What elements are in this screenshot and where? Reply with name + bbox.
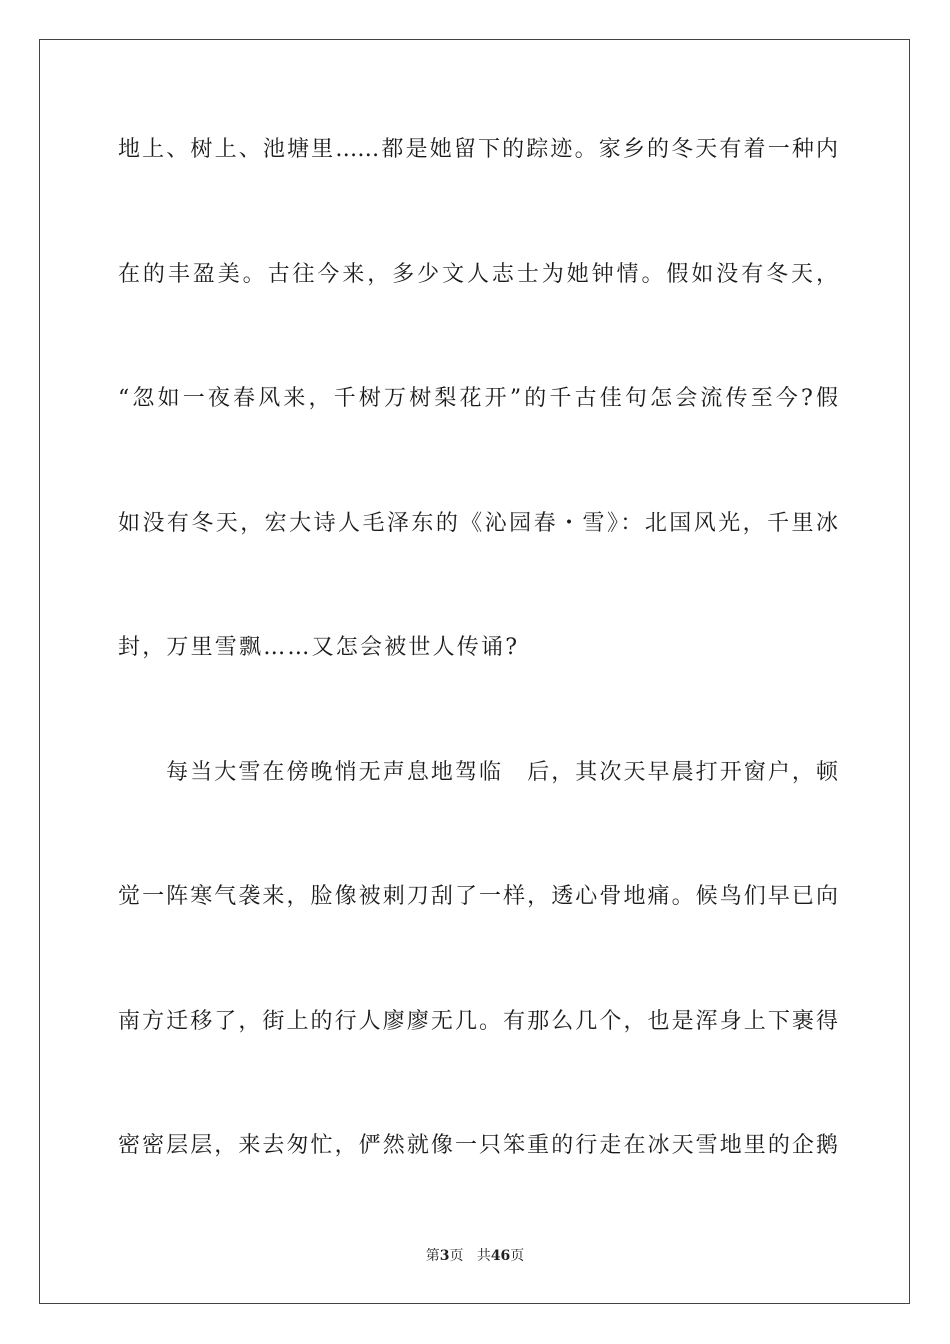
page-footer (0, 1246, 950, 1266)
text-line-6: 每当大雪在傍晚悄无声息地驾临 后，其次天早晨打开窗户，顿 (118, 760, 838, 785)
footer-total-suffix: 页 (510, 1248, 525, 1264)
text-line-4: 如没有冬天，宏大诗人毛泽东的《沁园春・雪》：北国风光，千里冰 (118, 511, 838, 536)
page-border (39, 39, 910, 1304)
text-line-7: 觉一阵寒气袭来，脸像被刺刀刮了一样，透心骨地痛。候鸟们早已向 (118, 884, 838, 909)
footer-total-pages: 46 (490, 1248, 511, 1264)
footer-page-prefix: 第 (425, 1248, 440, 1264)
text-line-8: 南方迁移了，街上的行人廖廖无几。有那么几个，也是浑身上下裹得 (118, 1009, 838, 1034)
text-line-3: “忽如一夜春风来，千树万树梨花开”的千古佳句怎会流传至今?假 (118, 386, 838, 411)
text-line-1: 地上、树上、池塘里……都是她留下的踪迹。家乡的冬天有着一种内 (118, 137, 838, 162)
footer-page-suffix: 页 (449, 1248, 464, 1264)
footer-total-prefix: 共 (476, 1248, 491, 1264)
text-line-9: 密密层层，来去匆忙，俨然就像一只笨重的行走在冰天雪地里的企鹅 (118, 1133, 838, 1158)
text-line-5: 封，万里雪飘……又怎会被世人传诵? (118, 635, 520, 660)
text-line-2: 在的丰盈美。古往今来，多少文人志士为她钟情。假如没有冬天， (118, 262, 838, 287)
footer-page-number: 3 (439, 1248, 450, 1264)
